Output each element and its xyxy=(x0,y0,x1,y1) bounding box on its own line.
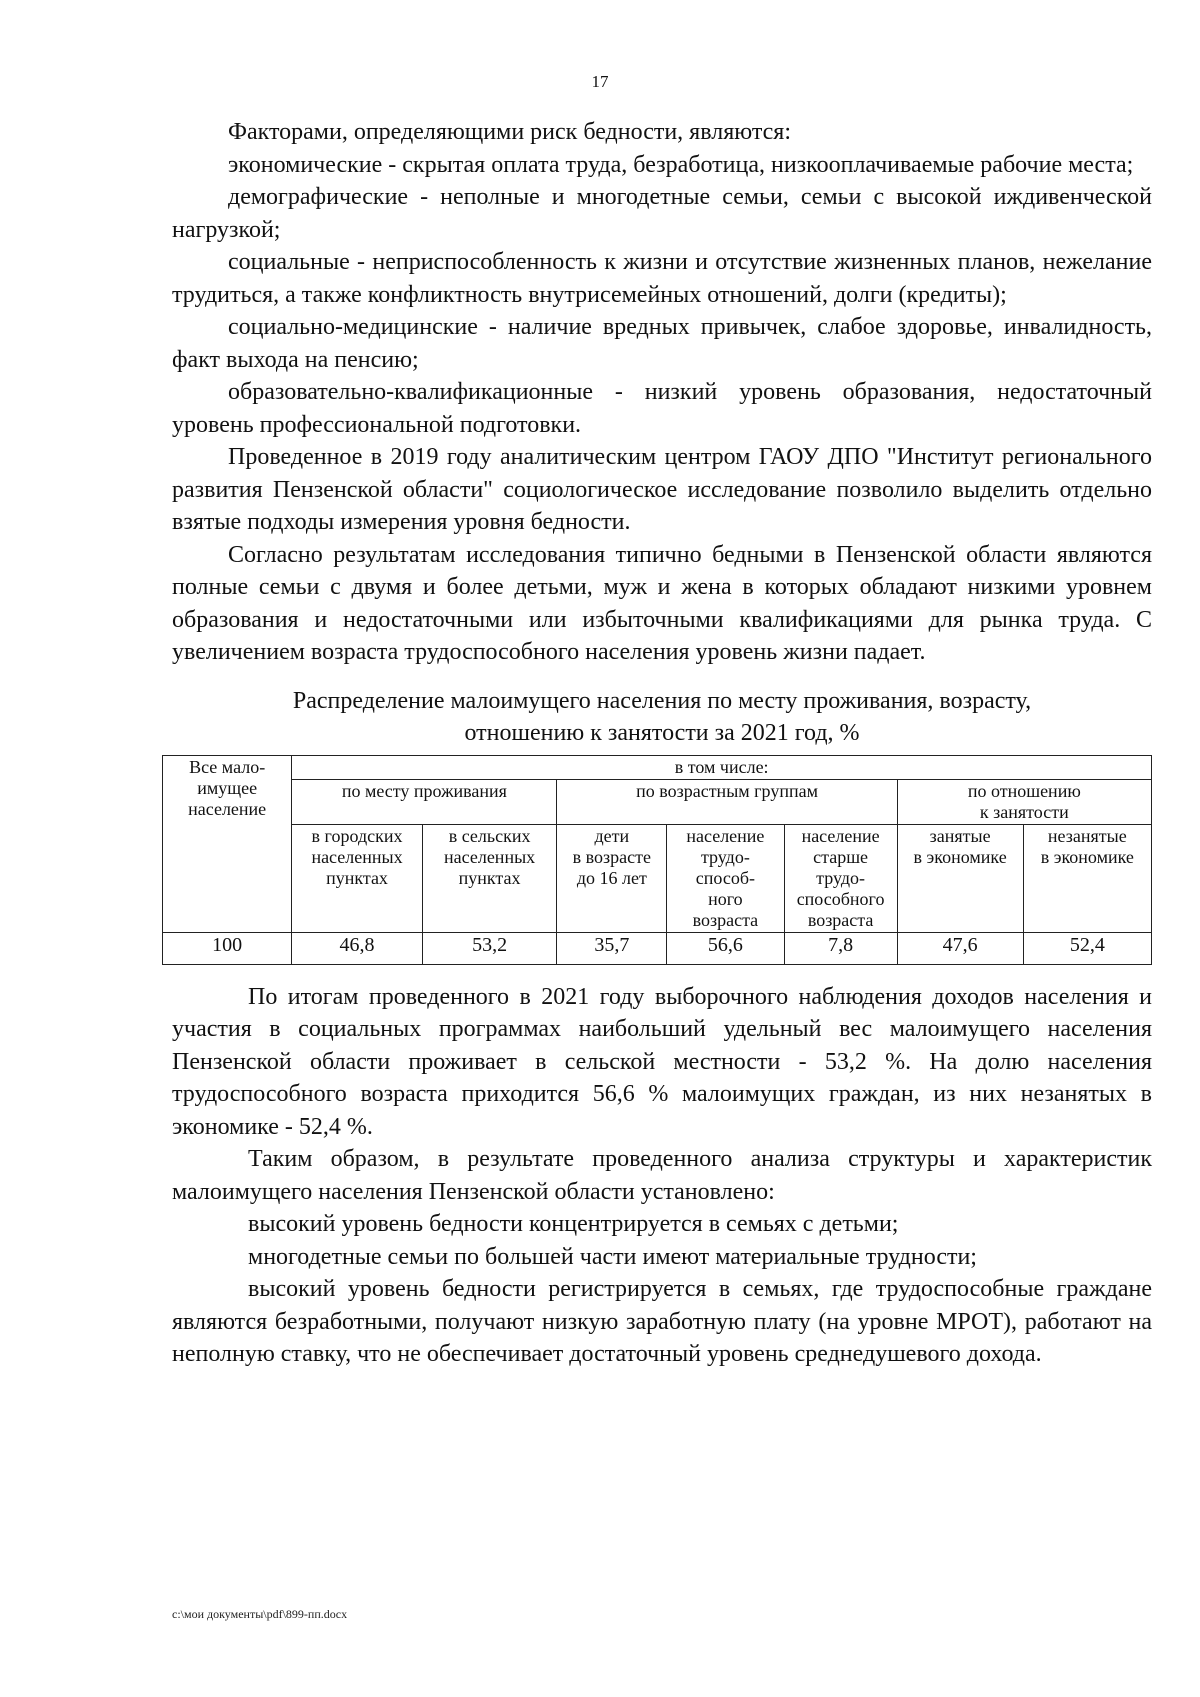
poverty-distribution-table xyxy=(162,755,1152,965)
paragraph-conclusion-intro: Таким образом, в результате проведенного анализа структуры и характеристик малоимущего населения Пензенской области установлено: xyxy=(172,1146,1152,1205)
value-rural: 53,2 xyxy=(422,932,557,964)
table-title-line1: Распределение малоимущего населения по месту проживания, возрасту, xyxy=(292,687,1032,714)
header-working-age: население трудо- способ- ного возраста xyxy=(667,824,784,932)
page-number: 17 xyxy=(591,72,609,91)
value-unemployed: 52,4 xyxy=(1023,932,1151,964)
table-header-row-2 xyxy=(163,779,1152,824)
value-working-age: 56,6 xyxy=(667,932,784,964)
paragraph-economic-factors: экономические - скрытая оплата труда, безработица, низкооплачиваемые рабочие места; xyxy=(228,151,1134,178)
document-body xyxy=(172,116,1152,1371)
header-by-place: по месту проживания xyxy=(292,779,557,824)
paragraph-social-factors: социальные - неприспособленность к жизни и отсутствие жизненных планов, нежелание трудиться, а также конфликтность внутрисемейных отношений, долги (кредиты); xyxy=(172,249,1152,308)
paragraph-research-results: Согласно результатам исследования типично бедными в Пензенской области являются полные семьи с двумя и более детьми, муж и жена в которых обладают низкими уровнем образования и недостаточными или избыточными квалификациями для рынка труда. С увеличением возраста трудоспособного населения уровень жизни падает. xyxy=(172,541,1152,665)
file-path-footer: c:\мои документы\pdf\899-пп.docx xyxy=(172,1607,348,1621)
paragraph-education-factors: образовательно-квалификационные - низкий уровень образования, недостаточный уровень профессиональной подготовки. xyxy=(172,379,1152,438)
paragraph-factors-intro: Факторами, определяющими риск бедности, являются: xyxy=(228,119,792,145)
table-header-row-3 xyxy=(163,824,1152,932)
paragraph-families-children: высокий уровень бедности концентрируется в семьях с детьми; xyxy=(248,1211,899,1237)
header-by-employment: по отношению к занятости xyxy=(897,779,1151,824)
value-urban: 46,8 xyxy=(292,932,422,964)
paragraph-medical-factors: социально-медицинские - наличие вредных привычек, слабое здоровье, инвалидность, факт выхода на пенсию; xyxy=(172,314,1152,373)
header-employed: занятые в экономике xyxy=(897,824,1023,932)
paragraph-unemployed-families: высокий уровень бедности регистрируется в семьях, где трудоспособные граждане являются безработными, получают низкую заработную плату (на уровне МРОТ), работают на неполную ставку, что не обеспечивает достаточный уровень среднедушевого дохода. xyxy=(172,1276,1152,1367)
header-older-than-working: население старше трудо- способного возраста xyxy=(784,824,897,932)
header-children: дети в возрасте до 16 лет xyxy=(557,824,667,932)
table-header-row-1 xyxy=(163,755,1152,779)
header-including: в том числе: xyxy=(292,755,1152,779)
paragraph-survey-2021: По итогам проведенного в 2021 году выборочного наблюдения доходов населения и участия в социальных программах наибольший удельный вес малоимущего населения Пензенской области проживает в сельской местности - 53,2 %. На долю населения трудоспособного возраста приходится 56,6 % малоимущих граждан, из них незанятых в экономике - 52,4 %. xyxy=(172,983,1152,1140)
paragraph-research-2019: Проведенное в 2019 году аналитическим центром ГАОУ ДПО "Институт регионального развития Пензенской области" социологическое исследование позволило выделить отдельно взятые подходы измерения уровня бедности. xyxy=(172,444,1152,535)
value-all: 100 xyxy=(163,932,292,964)
table-title xyxy=(172,685,1152,749)
value-children: 35,7 xyxy=(557,932,667,964)
table-row xyxy=(163,932,1152,964)
paragraph-demographic-factors: демографические - неполные и многодетные семьи, семьи с высокой иждивенческой нагрузкой; xyxy=(172,184,1152,243)
table-title-line2: отношению к занятости за 2021 год, % xyxy=(464,719,860,746)
value-older: 7,8 xyxy=(784,932,897,964)
header-unemployed: незанятые в экономике xyxy=(1023,824,1151,932)
value-employed: 47,6 xyxy=(897,932,1023,964)
header-all-poor: Все мало- имущее население xyxy=(163,755,292,932)
paragraph-large-families: многодетные семьи по большей части имеют материальные трудности; xyxy=(248,1243,977,1270)
header-urban: в городских населенных пунктах xyxy=(292,824,422,932)
header-by-age: по возрастным группам xyxy=(557,779,897,824)
header-rural: в сельских населенных пунктах xyxy=(422,824,557,932)
conclusions-section xyxy=(172,981,1152,1371)
